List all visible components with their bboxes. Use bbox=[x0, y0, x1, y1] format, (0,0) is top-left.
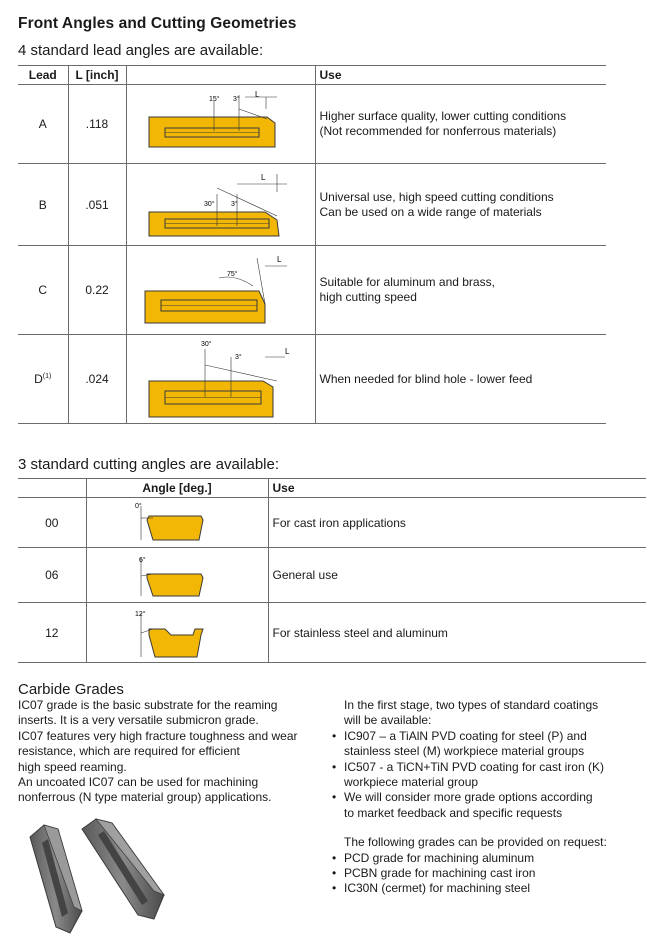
insert-lead-b-diagram bbox=[127, 164, 315, 245]
text-line: The following grades can be provided on request: bbox=[344, 835, 607, 850]
text-line: In the first stage, two types of standard coatings bbox=[344, 698, 599, 712]
table-header-row bbox=[18, 479, 646, 498]
dim-label: L bbox=[260, 173, 265, 182]
use-line: Higher surface quality, lower cutting conditions bbox=[319, 109, 567, 123]
use-line: When needed for blind hole - lower feed bbox=[319, 371, 533, 386]
header-use: Use bbox=[268, 479, 646, 498]
list-item bbox=[331, 790, 631, 821]
lead-code-text: D bbox=[34, 372, 43, 386]
text-line: workpiece material group bbox=[344, 775, 479, 790]
lead-code: A bbox=[18, 85, 68, 164]
use-line: (Not recommended for nonferrous materials) bbox=[319, 124, 557, 138]
lead-code bbox=[18, 335, 68, 424]
list-item bbox=[331, 760, 631, 791]
angle-label: 30° bbox=[203, 201, 215, 208]
angle-label: 3° bbox=[230, 201, 238, 208]
table-row bbox=[18, 85, 606, 164]
use-line: Universal use, high speed cutting conditions bbox=[319, 189, 554, 204]
use-line: high cutting speed bbox=[319, 290, 417, 304]
lead-d-drawing bbox=[126, 335, 315, 424]
cutting-06-drawing bbox=[86, 548, 268, 603]
cutting-12-drawing bbox=[86, 603, 268, 663]
grades-title: Carbide Grades bbox=[18, 681, 124, 698]
table-row bbox=[18, 603, 646, 663]
lead-length: .118 bbox=[68, 85, 126, 164]
text-line: IC07 grade is the basic substrate for the reaming bbox=[18, 698, 278, 712]
header-use: Use bbox=[315, 66, 606, 85]
lead-use bbox=[315, 246, 606, 335]
header-code bbox=[18, 479, 86, 498]
table-row bbox=[18, 498, 646, 548]
header-drawing bbox=[126, 66, 315, 85]
use-line: Suitable for aluminum and brass, bbox=[319, 275, 495, 289]
angle-label: 6° bbox=[138, 557, 146, 564]
text-line: inserts. It is a very versatile submicron grade. bbox=[18, 713, 259, 728]
coating-list bbox=[331, 729, 631, 821]
lead-section-heading: 4 standard lead angles are available: bbox=[18, 42, 264, 59]
insert-lead-a-diagram bbox=[127, 85, 315, 163]
list-item bbox=[331, 729, 631, 760]
lead-use bbox=[315, 164, 606, 246]
lead-length: .024 bbox=[68, 335, 126, 424]
angle-label: 3° bbox=[234, 354, 242, 361]
angle-label: 0° bbox=[134, 503, 142, 510]
angle-label: 30° bbox=[200, 341, 212, 348]
table-row bbox=[18, 548, 646, 603]
text-line: will be available: bbox=[344, 713, 432, 728]
list-item: • IC30N (cermet) for machining steel bbox=[331, 881, 631, 896]
use-line: Can be used on a wide range of materials bbox=[319, 204, 542, 219]
text-line: • IC907 – a TiAlN PVD coating for steel (P) and bbox=[344, 728, 587, 743]
lead-code: C bbox=[18, 246, 68, 335]
cutting-code: 12 bbox=[18, 603, 86, 663]
footnote-marker: (1) bbox=[42, 373, 52, 380]
text-line: stainless steel (M) workpiece material groups bbox=[344, 744, 585, 759]
text-line: nonferrous (N type material group) applications. bbox=[18, 790, 272, 805]
cutting-angles-table bbox=[18, 478, 646, 663]
angle-label: 12° bbox=[134, 611, 146, 618]
header-lead: Lead bbox=[18, 66, 68, 85]
cutting-section-heading: 3 standard cutting angles are available: bbox=[18, 456, 280, 473]
request-grades-list bbox=[331, 851, 631, 897]
angle-label: 75° bbox=[226, 271, 238, 278]
cutting-code: 00 bbox=[18, 498, 86, 548]
lead-length: .051 bbox=[68, 164, 126, 246]
insert-lead-d-diagram bbox=[127, 335, 315, 423]
header-l-inch: L [inch] bbox=[68, 66, 126, 85]
text-line: An uncoated IC07 can be used for machining bbox=[18, 775, 259, 790]
lead-use bbox=[315, 335, 606, 424]
cutting-00-drawing bbox=[86, 498, 268, 548]
cutting-use: For cast iron applications bbox=[268, 498, 646, 548]
cutting-code: 06 bbox=[18, 548, 86, 603]
lead-code: B bbox=[18, 164, 68, 246]
lead-b-drawing bbox=[126, 164, 315, 246]
lead-c-drawing bbox=[126, 246, 315, 335]
lead-length: 0.22 bbox=[68, 246, 126, 335]
table-row bbox=[18, 164, 606, 246]
angle-label: 15° bbox=[208, 96, 220, 103]
list-item: • PCBN grade for machining cast iron bbox=[331, 866, 631, 881]
grades-right-text bbox=[331, 698, 631, 897]
dim-label: L bbox=[284, 347, 289, 356]
page-title: Front Angles and Cutting Geometries bbox=[18, 15, 297, 32]
text-line: to market feedback and specific requests bbox=[344, 805, 563, 820]
cutting-00-diagram bbox=[87, 498, 268, 547]
header-angle: Angle [deg.] bbox=[86, 479, 268, 498]
text-line: high speed reaming. bbox=[18, 759, 127, 774]
table-header-row bbox=[18, 66, 606, 85]
cutting-12-diagram bbox=[87, 603, 268, 662]
cutting-use: General use bbox=[268, 548, 646, 603]
lead-a-drawing bbox=[126, 85, 315, 164]
lead-use bbox=[315, 85, 606, 164]
grades-left-text bbox=[18, 698, 318, 806]
angle-label: 3° bbox=[232, 96, 240, 103]
lead-angles-table bbox=[18, 65, 606, 424]
text-line: • IC507 - a TiCN+TiN PVD coating for cast iron (K) bbox=[344, 759, 604, 774]
dim-label: L bbox=[254, 90, 259, 99]
cutting-06-diagram bbox=[87, 548, 268, 602]
carbide-inserts-image bbox=[22, 815, 182, 940]
insert-lead-c-diagram bbox=[127, 246, 315, 334]
text-line: resistance, which are required for efficient bbox=[18, 744, 240, 759]
cutting-use: For stainless steel and aluminum bbox=[268, 603, 646, 663]
table-row bbox=[18, 335, 606, 424]
dim-label: L bbox=[276, 255, 281, 264]
text-line: IC07 features very high fracture toughness and wear bbox=[18, 728, 298, 743]
list-item: • PCD grade for machining aluminum bbox=[331, 851, 631, 866]
text-line: • We will consider more grade options according bbox=[344, 790, 593, 805]
table-row bbox=[18, 246, 606, 335]
